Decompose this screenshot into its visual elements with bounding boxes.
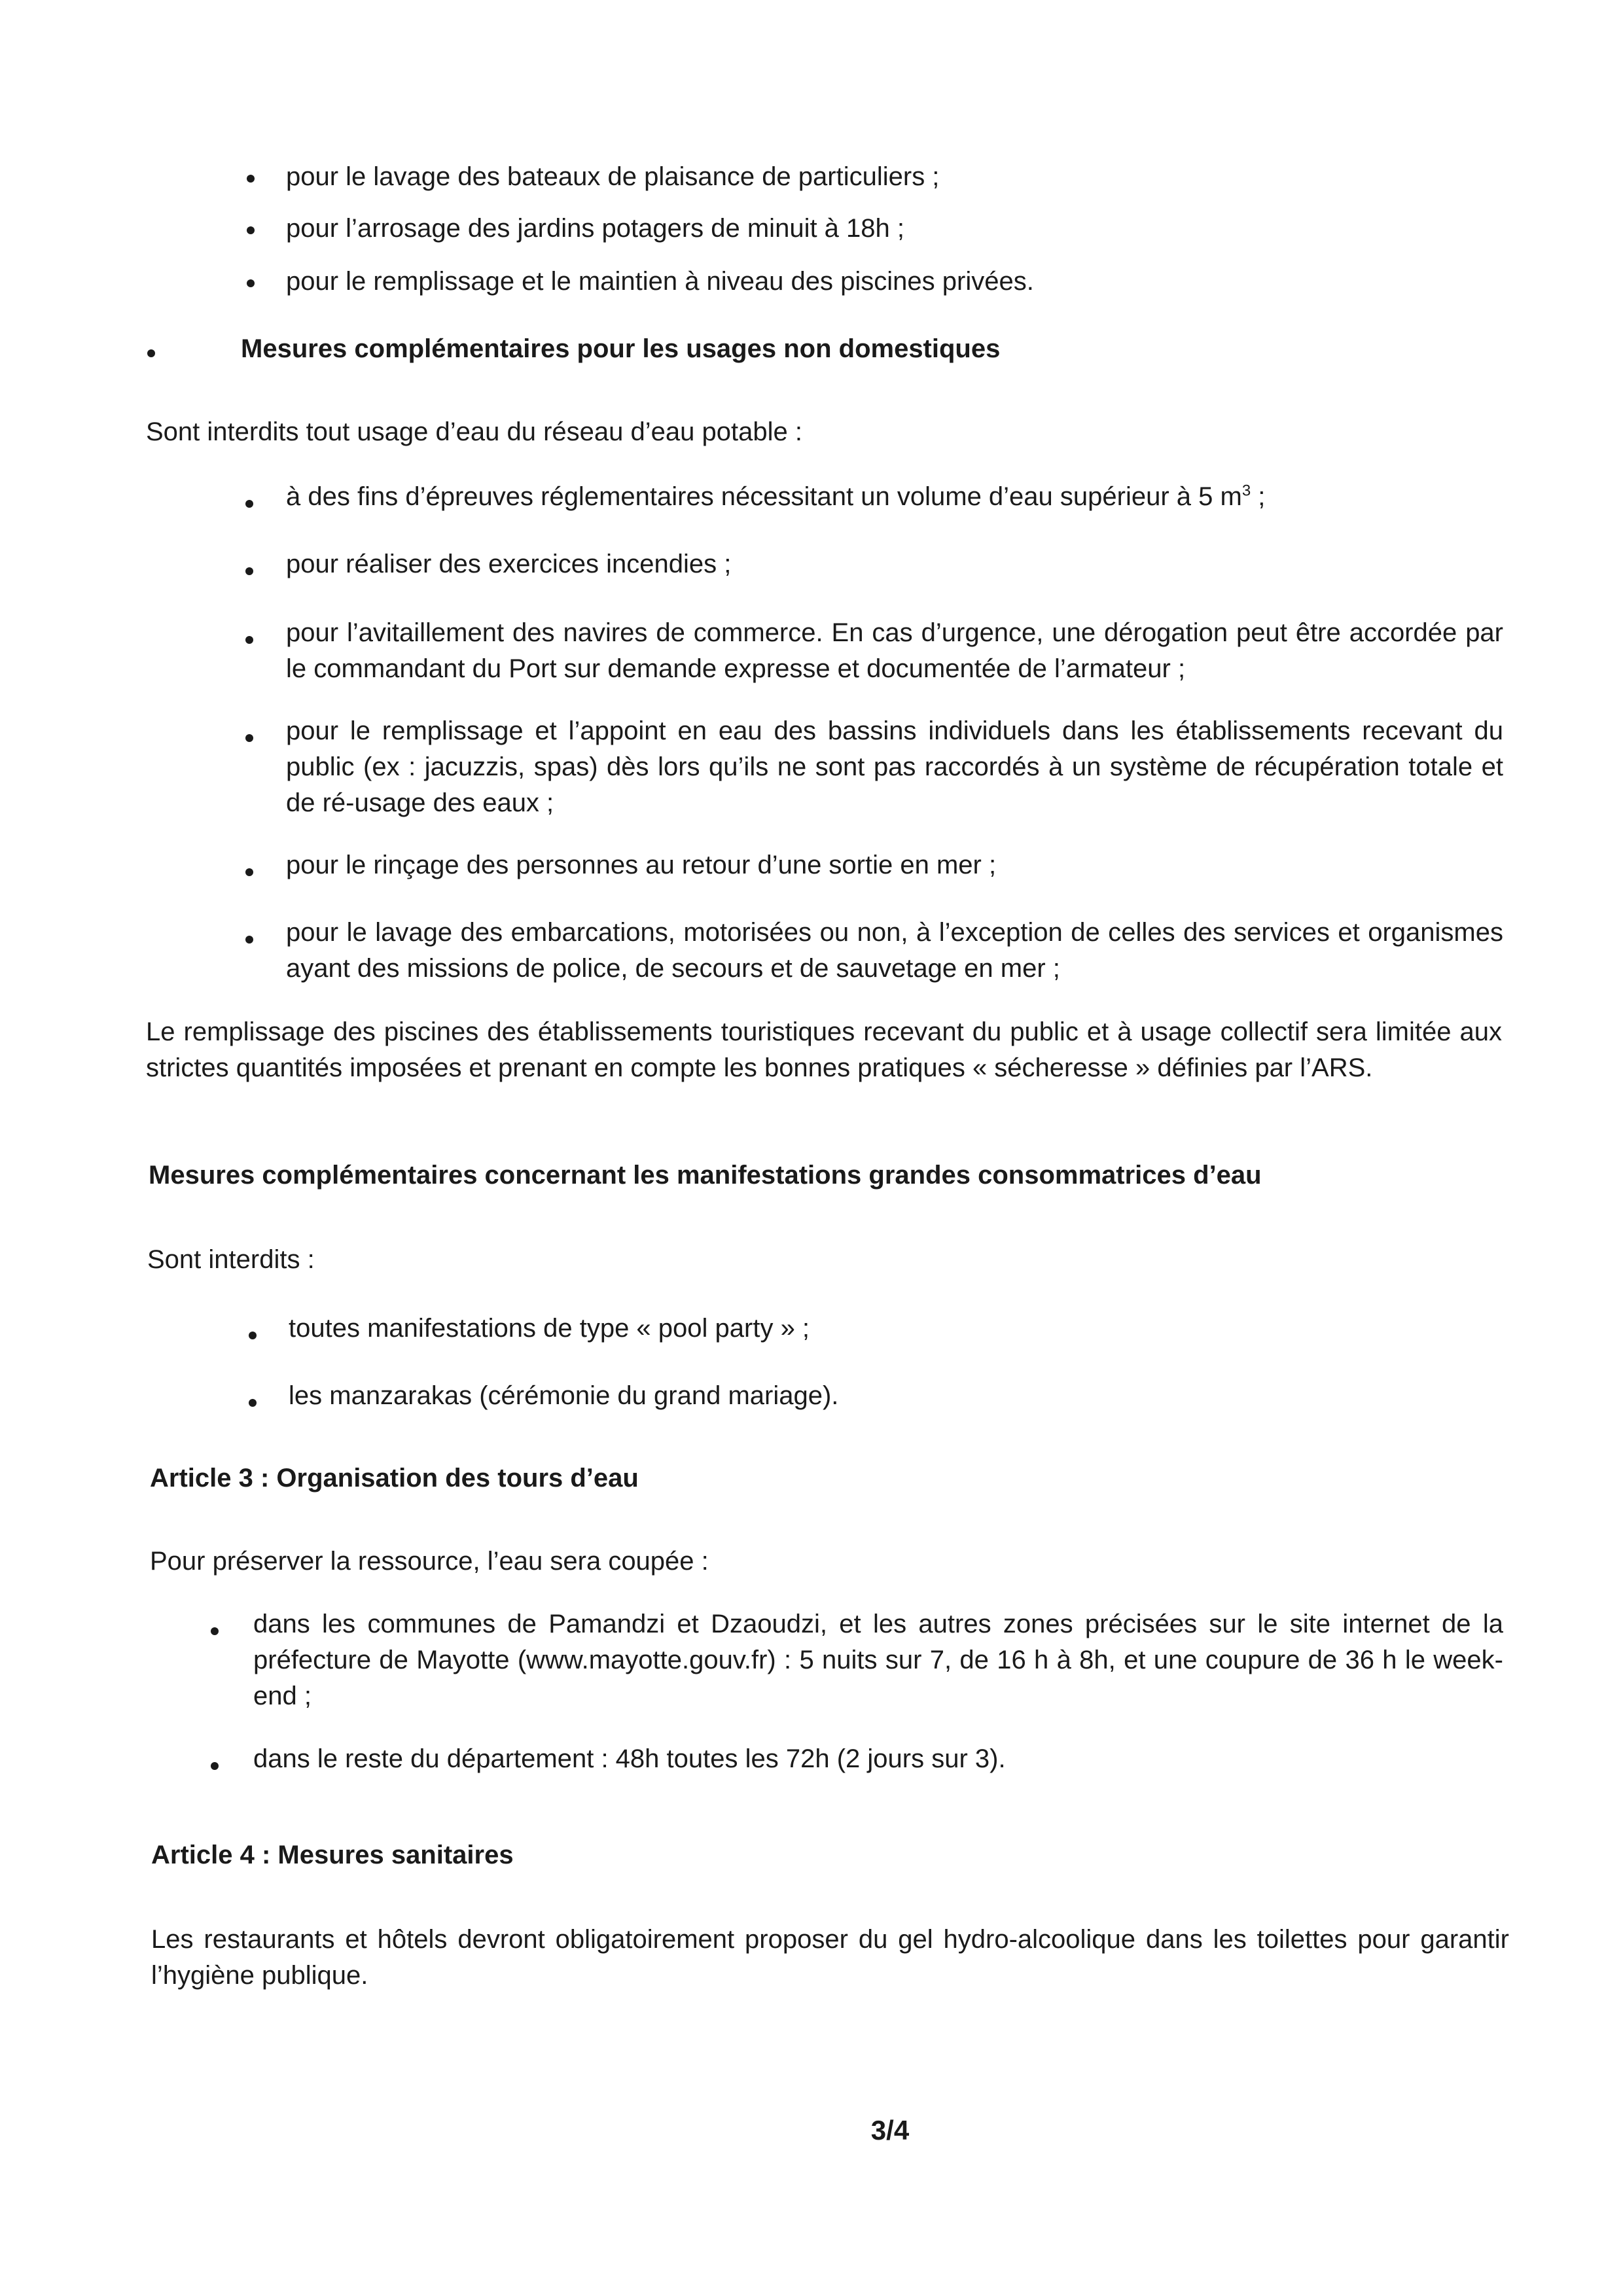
bullet <box>211 1627 219 1635</box>
bullet <box>247 226 255 234</box>
article-intro: Pour préserver la ressource, l’eau sera coupée : <box>150 1547 709 1576</box>
list-item: pour le lavage des bateaux de plaisance de particuliers ; <box>286 162 940 191</box>
paragraph: Le remplissage des piscines des établissements touristiques recevant du public et à usage collectif sera limitée aux strictes quantités imposées et prenant en compte les bonnes pratiques « sécheresse » définies par l’ARS. <box>146 1017 1502 1082</box>
bullet <box>147 349 155 357</box>
article-heading: Article 4 : Mesures sanitaires <box>151 1841 514 1869</box>
list-item: dans le reste du département : 48h toutes les 72h (2 jours sur 3). <box>253 1744 1006 1773</box>
bullet <box>245 936 253 944</box>
page-number: 3/4 <box>870 2115 910 2146</box>
list-item: pour l’arrosage des jardins potagers de minuit à 18h ; <box>286 214 904 243</box>
bullet <box>245 868 253 876</box>
section-intro: Sont interdits : <box>147 1245 315 1274</box>
list-item: pour réaliser des exercices incendies ; <box>286 550 732 578</box>
list-item: pour le lavage des embarcations, motorisées ou non, à l’exception de celles des services et organismes ayant des missions de police, de secours et de sauvetage en mer ; <box>286 918 1503 983</box>
bullet <box>211 1762 219 1770</box>
list-item: toutes manifestations de type « pool party » ; <box>289 1314 810 1343</box>
bullet <box>247 175 255 183</box>
bullet <box>247 279 255 287</box>
list-item: dans les communes de Pamandzi et Dzaoudzi, et les autres zones précisées sur le site internet de la préfecture de Mayotte (www.mayotte.gouv.fr) : 5 nuits sur 7, de 16 h à 8h, et une coupure de 36 h le week-end ; <box>253 1610 1503 1710</box>
list-item-text: à des fins d’épreuves réglementaires nécessitant un volume d’eau supérieur à 5 m <box>286 482 1242 511</box>
bullet <box>249 1399 257 1407</box>
list-item: pour le remplissage et le maintien à niveau des piscines privées. <box>286 267 1034 296</box>
section-heading: Mesures complémentaires concernant les manifestations grandes consommatrices d’eau <box>149 1161 1262 1190</box>
list-item: les manzarakas (cérémonie du grand mariage). <box>289 1381 839 1410</box>
list-item: pour l’avitaillement des navires de commerce. En cas d’urgence, une dérogation peut être accordée par le commandant du Port sur demande expresse et documentée de l’armateur ; <box>286 618 1503 683</box>
bullet <box>245 636 253 644</box>
article-heading: Article 3 : Organisation des tours d’eau <box>150 1464 639 1492</box>
section-heading: Mesures complémentaires pour les usages non domestiques <box>241 334 1001 363</box>
bullet <box>245 500 253 508</box>
list-item: pour le rinçage des personnes au retour d’une sortie en mer ; <box>286 851 997 879</box>
bullet <box>245 567 253 575</box>
section-intro: Sont interdits tout usage d’eau du réseau d’eau potable : <box>146 417 802 446</box>
bullet <box>245 734 253 742</box>
paragraph: Les restaurants et hôtels devront obligatoirement proposer du gel hydro-alcoolique dans les toilettes pour garantir l’hygiène publique. <box>151 1925 1509 1990</box>
list-item-end: ; <box>1251 482 1266 511</box>
list-item <box>286 479 1497 515</box>
bullet <box>249 1332 257 1339</box>
list-item: pour le remplissage et l’appoint en eau des bassins individuels dans les établissements recevant du public (ex : jacuzzis, spas) dès lors qu’ils ne sont pas raccordés à un système de récupération totale et de ré-usage des eaux ; <box>286 716 1503 817</box>
superscript: 3 <box>1241 482 1251 500</box>
